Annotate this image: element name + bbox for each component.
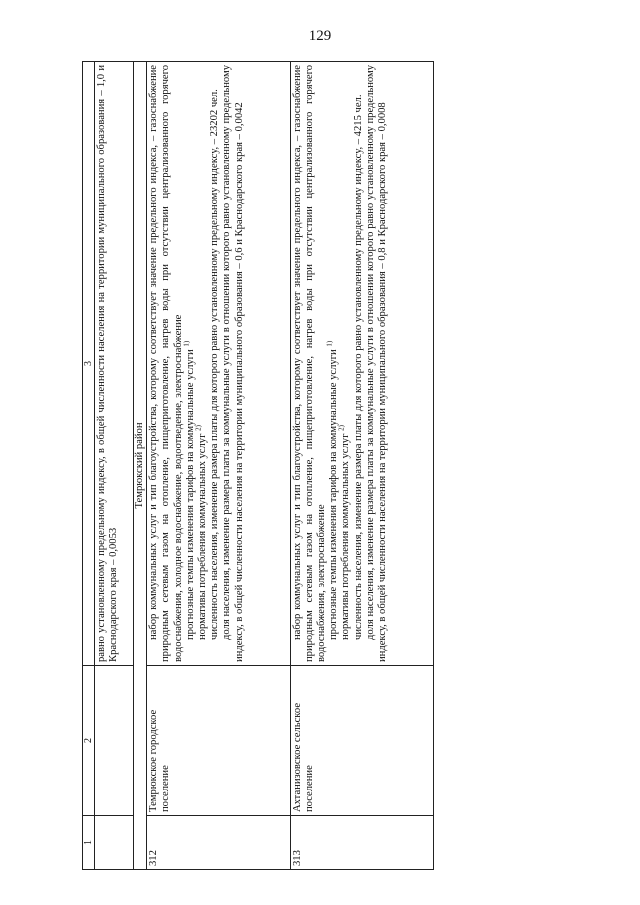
page-number: 129 (308, 28, 332, 44)
region-row (134, 62, 147, 870)
header-col-1: 1 (83, 816, 95, 870)
row-description (147, 62, 290, 666)
continuation-empty-cell-1 (95, 816, 134, 870)
utility-set-text: набор коммунальных услуг и тип благоустройства, которому соответствует значение предельного индекса, – газоснабжение природным сетевым газом на отопление, пищеприготовление, нагрев воды при отсутствии централизованного горячего водоснабжения, электроснабжение (291, 65, 328, 662)
continuation-row (95, 62, 134, 870)
table-row (147, 62, 290, 870)
row-number: 313 (290, 816, 433, 870)
region-title: Темрюкский район (134, 62, 147, 870)
row-description (290, 62, 433, 666)
tariffs-text: прогнозные темпы изменения тарифов на коммунальные услуги (184, 349, 196, 640)
settlement-name: Ахтанизовское сельское поселение (290, 666, 433, 816)
tariffs-text: прогнозные темпы изменения тарифов на коммунальные услуги (328, 349, 340, 640)
share-text: доля населения, изменение размера платы за коммунальные услуги в отношении которого равно установленному предельному индексу, в общей численности населения на территории муниципального образования – 0,8 и Краснодарского края – 0,0008 (364, 65, 389, 662)
norms-line (194, 65, 209, 662)
row-number: 312 (147, 816, 290, 870)
table-row (290, 62, 433, 870)
footnote-ref: 2) (194, 425, 203, 431)
utility-set-text: набор коммунальных услуг и тип благоустройства, которому соответствует значение предельного индекса, – газоснабжение природным сетевым газом на отопление, пищеприготовление, нагрев воды при отсутствии централизованного горячего водоснабжения, холодное водоснабжение, водоотведение, электроснабжение (148, 65, 184, 662)
document-table (82, 61, 434, 870)
continuation-text: равно установленному предельному индексу, в общей численности населения на территории муниципального образования – 1,0 и Краснодарского края – 0,0053 (95, 62, 134, 666)
population-text: численность населения, изменение размера платы для которого равно установленному предельному индексу, – 23202 чел. (209, 89, 221, 640)
population-text: численность населения, изменение размера платы для которого равно установленному предельному индексу, – 4215 чел. (352, 94, 364, 640)
header-col-2: 2 (83, 666, 95, 816)
footnote-ref: 1) (182, 340, 191, 347)
rotated-table-frame (82, 62, 434, 870)
footnote-ref: 1) (325, 340, 334, 347)
norms-text: нормативы потребления коммунальных услуг (197, 433, 209, 640)
rotated-table-content (82, 62, 434, 870)
share-text: доля населения, изменение размера платы за коммунальные услуги в отношении которого равно установленному предельному индексу, в общей численности населения на территории муниципального образования – 0,6 и Краснодарского края – 0,0042 (221, 65, 245, 662)
table-header-row (83, 62, 95, 870)
continuation-empty-cell-2 (95, 666, 134, 816)
footnote-ref: 2) (337, 425, 346, 431)
header-col-3: 3 (83, 62, 95, 666)
norms-line (337, 65, 352, 662)
tariffs-line (325, 65, 340, 662)
settlement-name: Темрюкское городское поселение (147, 666, 290, 816)
norms-text: нормативы потребления коммунальных услуг (340, 433, 352, 640)
tariffs-line (182, 65, 197, 662)
